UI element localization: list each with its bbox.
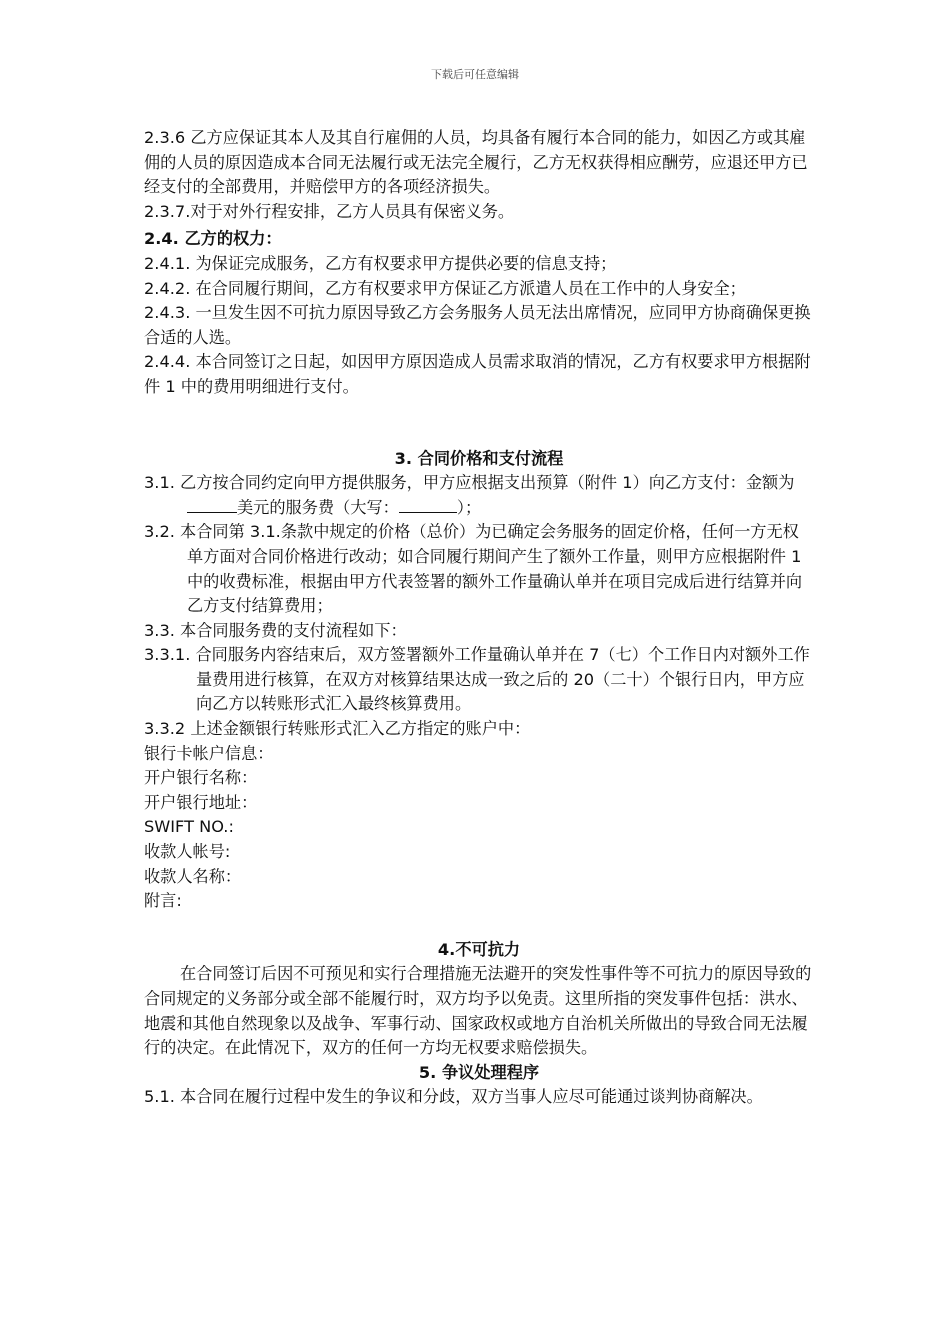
clause-3-1-text-3: ）；	[456, 497, 482, 517]
amount-blank	[187, 497, 237, 513]
bank-account-info: 银行卡帐户信息：	[144, 743, 274, 763]
document-body	[144, 126, 814, 1110]
page-header: 下载后可任意编辑	[431, 68, 519, 81]
clause-3-2: 3.2. 本合同第 3.1.条款中规定的价格（总价）为已确定会务服务的固定价格，任何一方无权单方面对合同价格进行改动；如合同履行期间产生了额外工作量，则甲方应根据附件 1 中的收费标准，根据由甲方代表签署的额外工作量确认单并在项目完成后进行结算并向乙方支付结算费用；	[144, 522, 803, 616]
amount-words-blank	[399, 497, 457, 513]
payee-account: 收款人帐号:	[144, 842, 231, 862]
remarks: 附言:	[144, 891, 182, 911]
payee-name: 收款人名称：	[144, 866, 242, 886]
bank-address: 开户银行地址：	[144, 792, 258, 812]
clause-3-3-1: 3.3.1. 合同服务内容结束后，双方签署额外工作量确认单并在 7（七）个工作日内对额外工作量费用进行核算，在双方对核算结果达成一致之后的 20（二十）个银行日内，甲方应向乙方以转账形式汇入最终核算费用。	[144, 645, 810, 714]
section-heading-4: 4.不可抗力	[437, 939, 521, 959]
clause-2-4-1: 2.4.1. 为保证完成服务，乙方有权要求甲方提供必要的信息支持；	[144, 253, 617, 273]
clause-3-1-text: 3.1. 乙方按合同约定向甲方提供服务，甲方应根据支出预算（附件 1）向乙方支付：金额为	[144, 473, 795, 493]
clause-2-4-2: 2.4.2. 在合同履行期间，乙方有权要求甲方保证乙方派遣人员在工作中的人身安全；	[144, 278, 746, 298]
clause-2-3-7: 2.3.7.对于对外行程安排，乙方人员具有保密义务。	[144, 201, 515, 221]
clause-2-3-6: 2.3.6 乙方应保证其本人及其自行雇佣的人员，均具备有履行本合同的能力，如因乙方或其雇佣的人员的原因造成本合同无法履行或无法完全履行，乙方无权获得相应酬劳，应退还甲方已经支付的全部费用，并赔偿甲方的各项经济损失。	[144, 128, 808, 197]
clause-4-body: 在合同签订后因不可预见和实行合理措施无法避开的突发性事件等不可抗力的原因导致的合同规定的义务部分或全部不能履行时，双方均予以免责。这里所指的突发事件包括：洪水、地震和其他自然现象以及战争、军事行动、国家政权或地方自治机关所做出的导致合同无法履行的决定。在此情况下，双方的任何一方均无权要求赔偿损失。	[144, 964, 812, 1058]
clause-2-4-3: 2.4.3. 一旦发生因不可抗力原因导致乙方会务服务人员无法出席情况，应同甲方协商确保更换合适的人选。	[144, 303, 811, 347]
bank-name: 开户银行名称：	[144, 768, 258, 788]
clause-2-4-4: 2.4.4. 本合同签订之日起，如因甲方原因造成人员需求取消的情况，乙方有权要求甲方根据附件 1 中的费用明细进行支付。	[144, 352, 811, 396]
clause-3-1	[144, 471, 814, 520]
section-heading-2-4: 2.4. 乙方的权力：	[144, 229, 282, 249]
clause-3-1-text-2: 美元的服务费（大写：	[237, 497, 399, 517]
swift-no: SWIFT NO.:	[144, 817, 234, 837]
section-heading-3: 3. 合同价格和支付流程	[394, 448, 564, 468]
clause-3-3-2: 3.3.2 上述金额银行转账形式汇入乙方指定的账户中：	[144, 719, 531, 739]
clause-5-1: 5.1. 本合同在履行过程中发生的争议和分歧，双方当事人应尽可能通过谈判协商解决。	[144, 1087, 763, 1107]
section-heading-5: 5. 争议处理程序	[418, 1062, 540, 1082]
clause-3-3: 3.3. 本合同服务费的支付流程如下：	[144, 620, 407, 640]
